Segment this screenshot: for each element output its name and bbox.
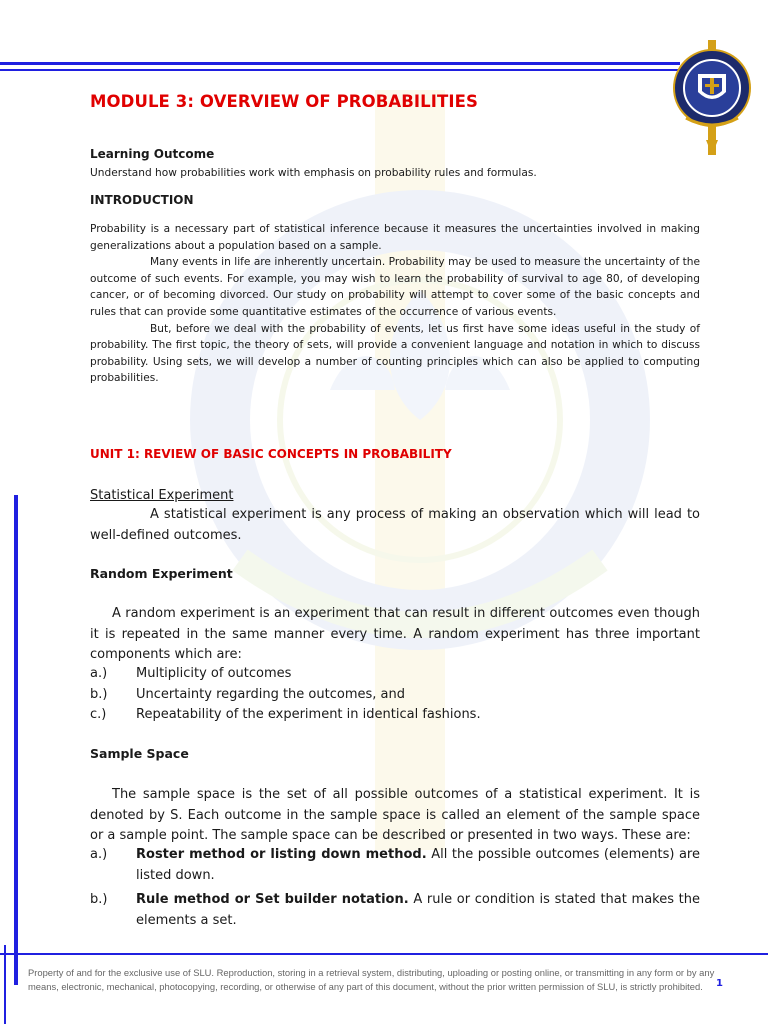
sample-space-paragraph: The sample space is the set of all possible outcomes of a statistical experiment. It is denoted by S. Each outcome in the sample space is called an element of the sample space or a sample point. The sample space can be described or presented in two ways. These are: <box>90 787 700 843</box>
statistical-experiment-text <box>90 505 700 546</box>
sample-space-text <box>90 785 700 847</box>
list-marker: c.) <box>90 707 107 722</box>
unit-heading: UNIT 1: REVIEW OF BASIC CONCEPTS IN PROBABILITY <box>90 447 452 461</box>
list-marker: a.) <box>90 666 108 681</box>
list-item-text: Repeatability of the experiment in identical fashions. <box>136 707 481 722</box>
list-item-text <box>136 890 700 931</box>
copyright-notice: Property of and for the exclusive use of SLU. Reproduction, storing in a retrieval system, distributing, uploading or posting online, or transmitting in any form or by any means, electronic, mechanical, photocopying, recording, or otherwise of any part of this document, without the prior written permission of SLU, is strictly prohibited. <box>28 967 715 992</box>
list-item-bold: Roster method or listing down method. <box>136 847 427 862</box>
list-item-rest: All the possible outcomes (elements) are listed down. <box>136 847 700 883</box>
intro-paragraph-2: Many events in life are inherently uncertain. Probability may be used to measure the uncertainty of the outcome of such events. For example, you may wish to learn the probability of survival to age 80, of developing cancer, or of becoming divorced. Our study on probability will attempt to cover some of the basic concepts and rules that can provide some quantitative estimates of the occurrence of various events. <box>90 256 700 318</box>
learning-outcome-text: Understand how probabilities work with emphasis on probability rules and formulas. <box>90 167 537 179</box>
header-rule-bottom <box>0 69 680 71</box>
list-item <box>90 890 700 931</box>
intro-paragraph-3: But, before we deal with the probability of events, let us first have some ideas useful in the study of probability. The first topic, the theory of sets, will provide a convenient language and notation in which to discuss probability. Using sets, we will develop a number of counting principles which can also be applied to computing probabilities. <box>90 322 700 385</box>
statistical-experiment-heading: Statistical Experiment <box>90 488 234 503</box>
list-marker: a.) <box>90 847 108 862</box>
seal-watermark <box>180 90 660 850</box>
header-rule-top <box>0 62 680 65</box>
list-item <box>90 845 700 886</box>
slu-seal-logo <box>668 40 756 155</box>
list-marker: b.) <box>90 892 108 907</box>
page-number: 1 <box>716 978 723 989</box>
random-experiment-paragraph: A random experiment is an experiment that can result in different outcomes even though it is repeated in the same manner every time. A random experiment has three important components which are: <box>90 606 700 662</box>
statistical-experiment-paragraph: A statistical experiment is any process of making an observation which will lead to well-defined outcomes. <box>90 507 700 543</box>
list-item-text <box>136 845 700 886</box>
footer-rule <box>0 953 768 955</box>
introduction-body <box>90 221 700 387</box>
random-experiment-list <box>90 664 700 726</box>
random-experiment-text <box>90 604 700 666</box>
sample-space-heading: Sample Space <box>90 746 189 761</box>
introduction-heading: INTRODUCTION <box>90 193 194 207</box>
list-item-bold: Rule method or Set builder notation. <box>136 892 409 907</box>
random-experiment-heading: Random Experiment <box>90 566 233 581</box>
left-margin-bar <box>14 495 18 985</box>
list-item-text: Multiplicity of outcomes <box>136 666 292 681</box>
list-marker: b.) <box>90 686 108 702</box>
list-item-text: Uncertainty regarding the outcomes, and <box>136 686 405 702</box>
list-item <box>90 685 700 706</box>
module-title: MODULE 3: OVERVIEW OF PROBABILITIES <box>90 92 478 111</box>
list-item <box>90 705 700 726</box>
left-margin-bar-small <box>4 945 6 1024</box>
intro-paragraph-1: Probability is a necessary part of statistical inference because it measures the uncertainties involved in making generalizations about a population based on a sample. <box>90 223 700 252</box>
list-item-rest: A rule or condition is stated that makes the elements a set. <box>136 892 701 928</box>
list-item <box>90 664 700 685</box>
learning-outcome-heading: Learning Outcome <box>90 147 215 161</box>
sample-space-list <box>90 845 700 931</box>
